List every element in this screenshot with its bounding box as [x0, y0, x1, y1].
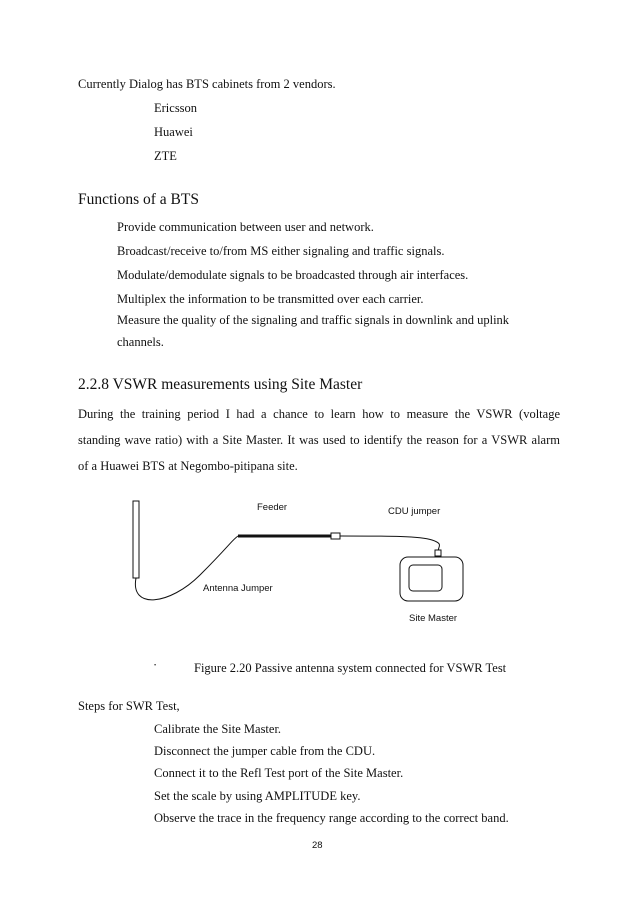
vendor-item: ZTE: [154, 149, 177, 163]
site-master-label: Site Master: [409, 613, 458, 624]
step-item: Set the scale by using AMPLITUDE key.: [154, 789, 361, 803]
vendor-item: Huawei: [154, 125, 193, 139]
step-item: Connect it to the Refl Test port of the Site Master.: [154, 766, 404, 780]
vendor-item: Ericsson: [154, 101, 198, 115]
antenna-jumper-label: Antenna Jumper: [203, 583, 273, 594]
page-number: 28: [312, 840, 323, 851]
step-item: Observe the trace in the frequency range according to the correct band.: [154, 811, 509, 825]
paragraph-line: of a Huawei BTS at Negombo-pitipana site.: [78, 459, 298, 473]
cdu-jumper-label: CDU jumper: [388, 506, 441, 517]
caption-bullet: ·: [153, 658, 158, 672]
steps-heading: Steps for SWR Test,: [78, 699, 180, 713]
function-item: Modulate/demodulate signals to be broadcasted through air interfaces.: [117, 268, 469, 282]
antenna-shape: [133, 501, 139, 578]
functions-heading: Functions of a BTS: [78, 191, 199, 208]
function-item: Provide communication between user and network.: [117, 220, 374, 234]
site-master-screen: [409, 565, 442, 591]
figure-caption: Figure 2.20 Passive antenna system connected for VSWR Test: [194, 661, 507, 675]
function-item: Multiplex the information to be transmitted over each carrier.: [117, 292, 424, 306]
feeder-label: Feeder: [257, 502, 288, 513]
intro-text: Currently Dialog has BTS cabinets from 2 vendors.: [78, 77, 336, 91]
paragraph-line: standing wave ratio) with a Site Master. It was used to identify the reason for a VSWR alarm: [78, 433, 560, 447]
site-master-port: [435, 550, 441, 556]
connector-shape: [331, 533, 340, 539]
step-item: Disconnect the jumper cable from the CDU.: [154, 744, 376, 758]
paragraph-line: During the training period I had a chance to learn how to measure the VSWR (voltage: [78, 407, 560, 421]
function-item: channels.: [117, 335, 164, 349]
step-item: Calibrate the Site Master.: [154, 722, 282, 736]
cdu-jumper-cable: [340, 536, 440, 552]
function-item: Measure the quality of the signaling and traffic signals in downlink and uplink: [117, 313, 510, 327]
section-heading: 2.2.8 VSWR measurements using Site Master: [78, 376, 363, 393]
function-item: Broadcast/receive to/from MS either signaling and traffic signals.: [117, 244, 445, 258]
